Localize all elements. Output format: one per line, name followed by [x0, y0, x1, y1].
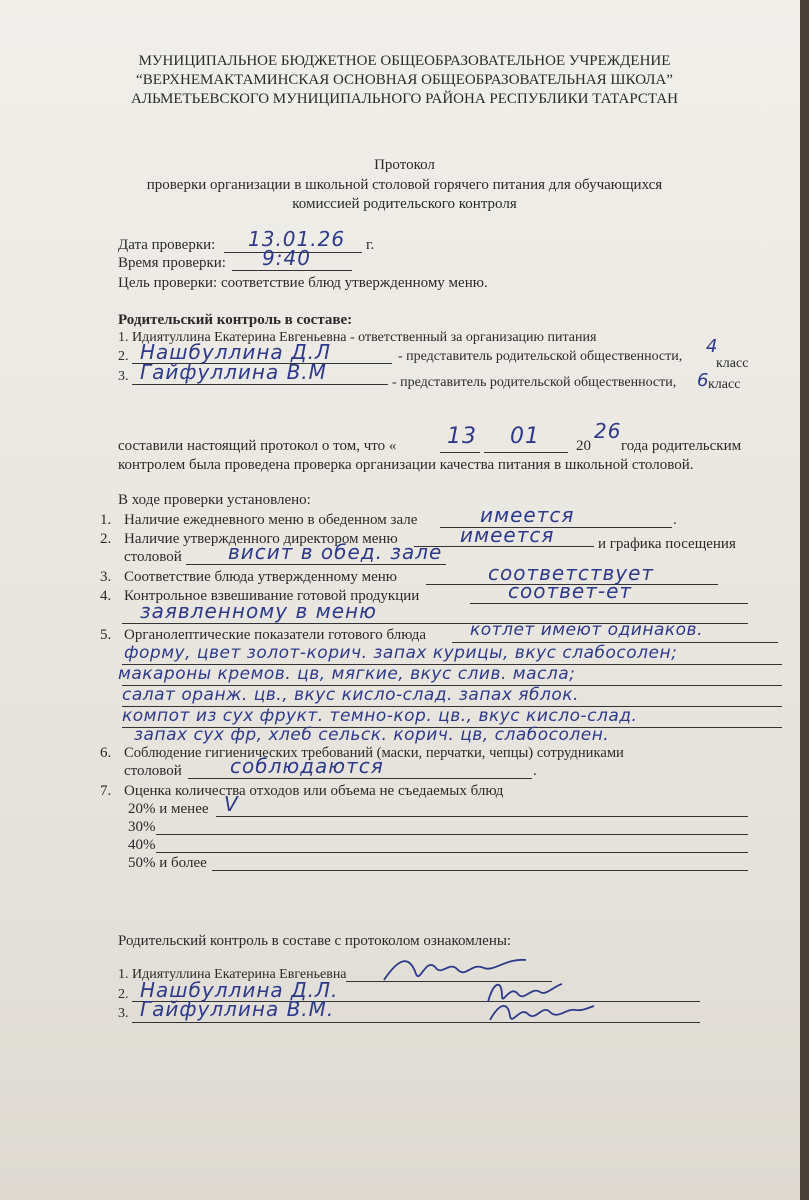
member-2-class-handwritten: 4 [706, 336, 719, 357]
date-suffix: г. [366, 237, 375, 253]
committee-member-2-num: 2. [118, 349, 129, 364]
finding-4-handwritten-2: заявленному в меню [140, 599, 377, 623]
finding-6-underline [188, 778, 532, 779]
finding-2-handwritten-2: висит в обед. зале [228, 540, 443, 564]
acquaint-heading: Родительский контроль в составе с протоколом ознакомлены: [118, 933, 512, 949]
finding-5-text: Органолептические показатели готового блюда [124, 627, 427, 643]
acquaint-row-3-num: 3. [118, 1006, 129, 1021]
signature-3 [486, 996, 596, 1030]
waste-50-label: 50% и более [128, 855, 207, 871]
findings-intro: В ходе проверки установлено: [118, 492, 311, 508]
member-2-role: - представитель родительской общественности, [398, 349, 683, 364]
finding-5-num: 5. [100, 627, 112, 643]
waste-20-checkmark: V [224, 792, 239, 816]
member-3-class-handwritten: 6 [697, 370, 710, 391]
check-goal: Цель проверки: соответствие блюд утвержденному меню. [118, 275, 488, 291]
member-3-role: - представитель родительской общественности, [392, 375, 677, 390]
doc-title: Протокол [374, 157, 435, 173]
member-2-class-label: класс [716, 356, 749, 371]
finding-2-text: Наличие утвержденного директором меню [124, 531, 398, 547]
waste-20-label: 20% и менее [128, 801, 209, 817]
statement-day-underline [440, 452, 480, 453]
statement-day: 13 [447, 424, 477, 449]
finding-1-handwritten: имеется [480, 503, 575, 527]
finding-3-num: 3. [100, 569, 112, 585]
statement-year: 26 [594, 419, 622, 443]
acquaint-row-3-underline [132, 1022, 700, 1023]
finding-5-handwritten-6: запах сух фр, хлеб сельск. корич. цв, слабосолен. [134, 725, 610, 745]
finding-1-dot: . [673, 512, 677, 528]
finding-5-handwritten-3: макароны кремов. цв, мягкие, вкус слив. масла; [118, 664, 576, 684]
finding-3-handwritten: соответствует [488, 561, 655, 585]
finding-2-num: 2. [100, 531, 112, 547]
finding-2-underline-2 [186, 564, 446, 565]
finding-7-text: Оценка количества отходов или объема не съедаемых блюд [124, 783, 504, 799]
finding-4-num: 4. [100, 588, 112, 604]
finding-6-num: 6. [100, 745, 112, 761]
finding-2-handwritten: имеется [460, 523, 555, 547]
acquaint-row-2-handwritten: Нашбуллина Д.Л. [140, 978, 339, 1002]
time-underline [232, 270, 352, 271]
waste-20-underline [216, 816, 748, 817]
finding-2-text-cont: и графика посещения [598, 536, 736, 552]
finding-6-text: Соблюдение гигиенических требований (маски, перчатки, чепцы) сотрудниками [124, 745, 624, 761]
finding-5-handwritten-2: форму, цвет золот-корич. запах курицы, вкус слабосолен; [124, 643, 678, 663]
finding-5-handwritten-5: компот из сух фрукт. темно-кор. цв., вкус кисло-слад. [122, 706, 638, 726]
finding-6-end: . [533, 763, 537, 779]
waste-40-label: 40% [128, 837, 156, 853]
finding-6-handwritten: соблюдаются [230, 754, 384, 778]
finding-4-underline [470, 603, 748, 604]
statement-year-prefix: 20 [576, 438, 591, 454]
finding-1-text: Наличие ежедневного меню в обеденном зале [124, 512, 418, 528]
time-label: Время проверки: [118, 255, 226, 271]
waste-30-underline [156, 834, 748, 835]
member-2-handwritten: Нашбуллина Д.Л [140, 340, 332, 364]
finding-3-text: Соответствие блюда утвержденному меню [124, 569, 397, 585]
member-3-underline [132, 384, 388, 385]
waste-50-underline [212, 870, 748, 871]
doc-subtitle-2: комиссией родительского контроля [292, 196, 517, 212]
committee-member-1: 1. Идиятуллина Екатерина Евгеньевна - ответственный за организацию питания [118, 330, 597, 345]
header-line-2: “ВЕРХНЕМАКТАМИНСКАЯ ОСНОВНАЯ ОБЩЕОБРАЗОВАТЕЛЬНАЯ ШКОЛА” [136, 72, 673, 88]
finding-5-handwritten: котлет имеют одинаков. [470, 620, 703, 640]
finding-5-handwritten-4: салат оранж. цв., вкус кисло-слад. запах яблок. [122, 685, 579, 705]
committee-member-3-num: 3. [118, 369, 129, 384]
date-label: Дата проверки: [118, 237, 216, 253]
waste-30-label: 30% [128, 819, 156, 835]
statement-month: 01 [510, 424, 540, 449]
statement-suffix: года родительским [621, 438, 742, 454]
acquaint-row-2-num: 2. [118, 987, 129, 1002]
acquaint-row-1: 1. Идиятуллина Екатерина Евгеньевна [118, 967, 347, 982]
finding-7-num: 7. [100, 783, 112, 799]
header-line-3: АЛЬМЕТЬЕВСКОГО МУНИЦИПАЛЬНОГО РАЙОНА РЕСПУБЛИКИ ТАТАРСТАН [130, 91, 679, 107]
header-line-1: МУНИЦИПАЛЬНОЕ БЮДЖЕТНОЕ ОБЩЕОБРАЗОВАТЕЛЬНОЕ УЧРЕЖДЕНИЕ [138, 53, 671, 69]
statement-line-2: контролем была проведена проверка организации качества питания в школьной столовой. [118, 457, 694, 473]
doc-subtitle-1: проверки организации в школьной столовой горячего питания для обучающихся [146, 177, 663, 193]
statement-month-underline [484, 452, 568, 453]
acquaint-row-3-handwritten: Гайфуллина В.М. [140, 997, 335, 1021]
finding-4-handwritten: соответ-ет [508, 579, 633, 603]
finding-1-num: 1. [100, 512, 112, 528]
finding-6-text2: столовой [124, 763, 182, 779]
finding-2-text2: столовой [124, 549, 182, 565]
date-handwritten: 13.01.26 [248, 227, 346, 251]
finding-4-text: Контрольное взвешивание готовой продукции [124, 588, 420, 604]
committee-heading: Родительский контроль в составе: [118, 312, 353, 328]
time-handwritten: 9:40 [262, 246, 311, 270]
statement-prefix: составили настоящий протокол о том, что « [118, 438, 397, 454]
waste-40-underline [156, 852, 748, 853]
member-3-handwritten: Гайфуллина В.М [140, 360, 327, 384]
member-3-class-label: класс [708, 377, 741, 392]
